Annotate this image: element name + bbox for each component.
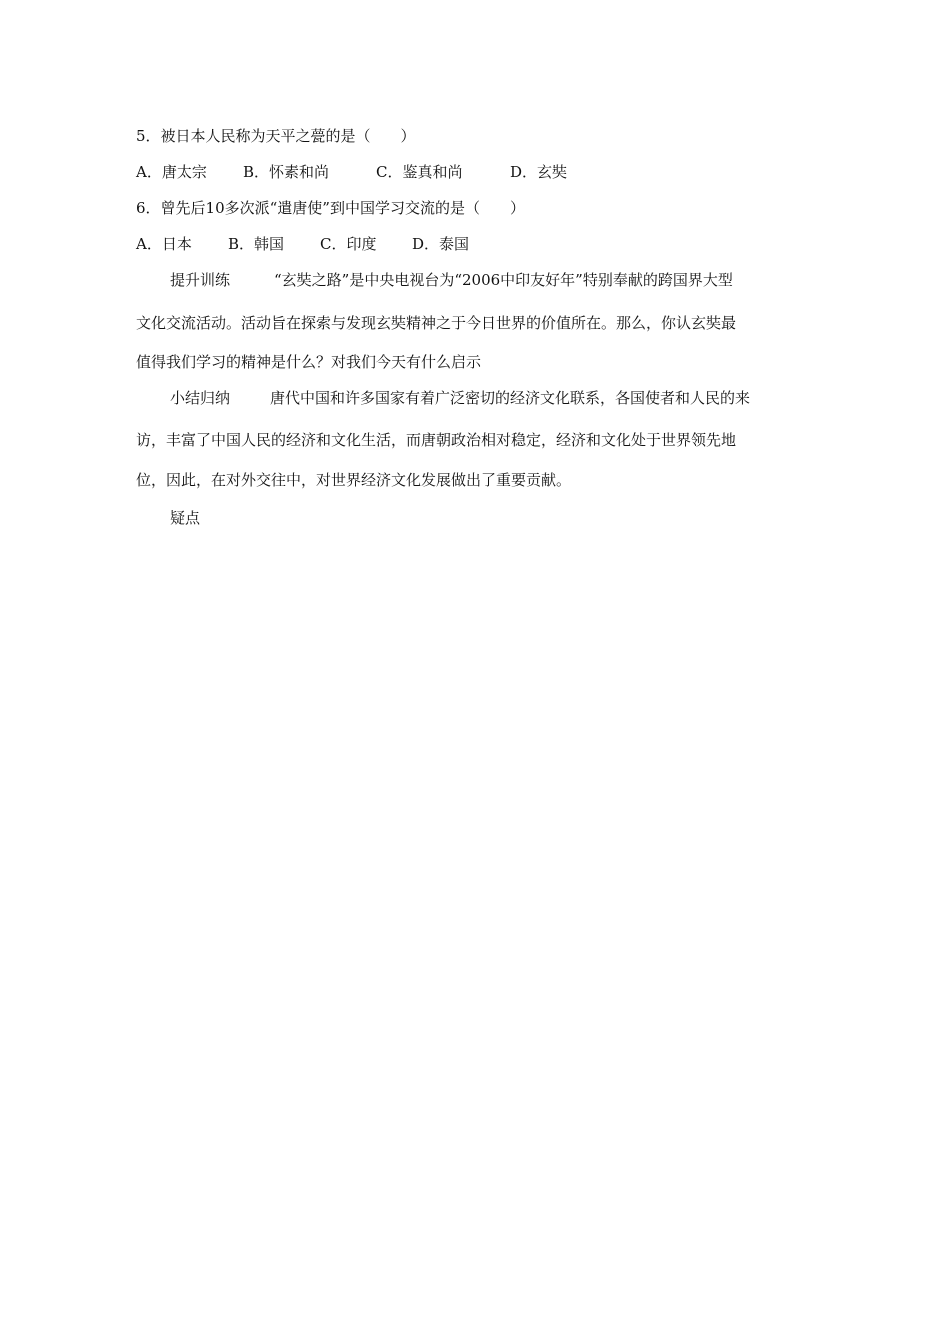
option-d: D．玄奘 (510, 163, 568, 181)
improve-text-3: 值得我们学习的精神是什么？对我们今天有什么启示 (136, 353, 482, 371)
option-b: B．韩国 (228, 235, 285, 253)
summary-text-1: 唐代中国和许多国家有着广泛密切的经济文化联系，各国使者和人民的来 (270, 389, 751, 407)
question-6: 6．曾先后10多次派“遣唐使”到中国学习交流的是（ ） (136, 199, 525, 217)
doubt-label: 疑点 (170, 509, 201, 527)
improve-label: 提升训练 (170, 271, 231, 289)
option-c: C．印度 (320, 235, 377, 253)
question-6-options (136, 234, 469, 254)
summary-section-line-1 (170, 388, 750, 408)
option-d: D．泰国 (412, 235, 470, 253)
option-c: C．鉴真和尚 (376, 163, 463, 181)
summary-text-3: 位，因此，在对外交往中，对世界经济文化发展做出了重要贡献。 (136, 471, 572, 489)
question-5-options (136, 162, 567, 182)
option-a: A．日本 (136, 235, 192, 253)
improve-text-1: “玄奘之路”是中央电视台为“2006中印友好年”特别奉献的跨国界大型 (274, 271, 733, 289)
option-b: B．怀素和尚 (243, 163, 330, 181)
question-5: 5．被日本人民称为天平之甍的是（ ） (136, 127, 416, 145)
improve-text-2: 文化交流活动。活动旨在探索与发现玄奘精神之于今日世界的价值所在。那么，你认玄奘最 (136, 314, 737, 332)
summary-label: 小结归纳 (170, 389, 231, 407)
improve-section-line-1 (170, 270, 733, 290)
option-a: A．唐太宗 (136, 163, 207, 181)
summary-text-2: 访，丰富了中国人民的经济和文化生活，而唐朝政治相对稳定，经济和文化处于世界领先地 (136, 431, 737, 449)
